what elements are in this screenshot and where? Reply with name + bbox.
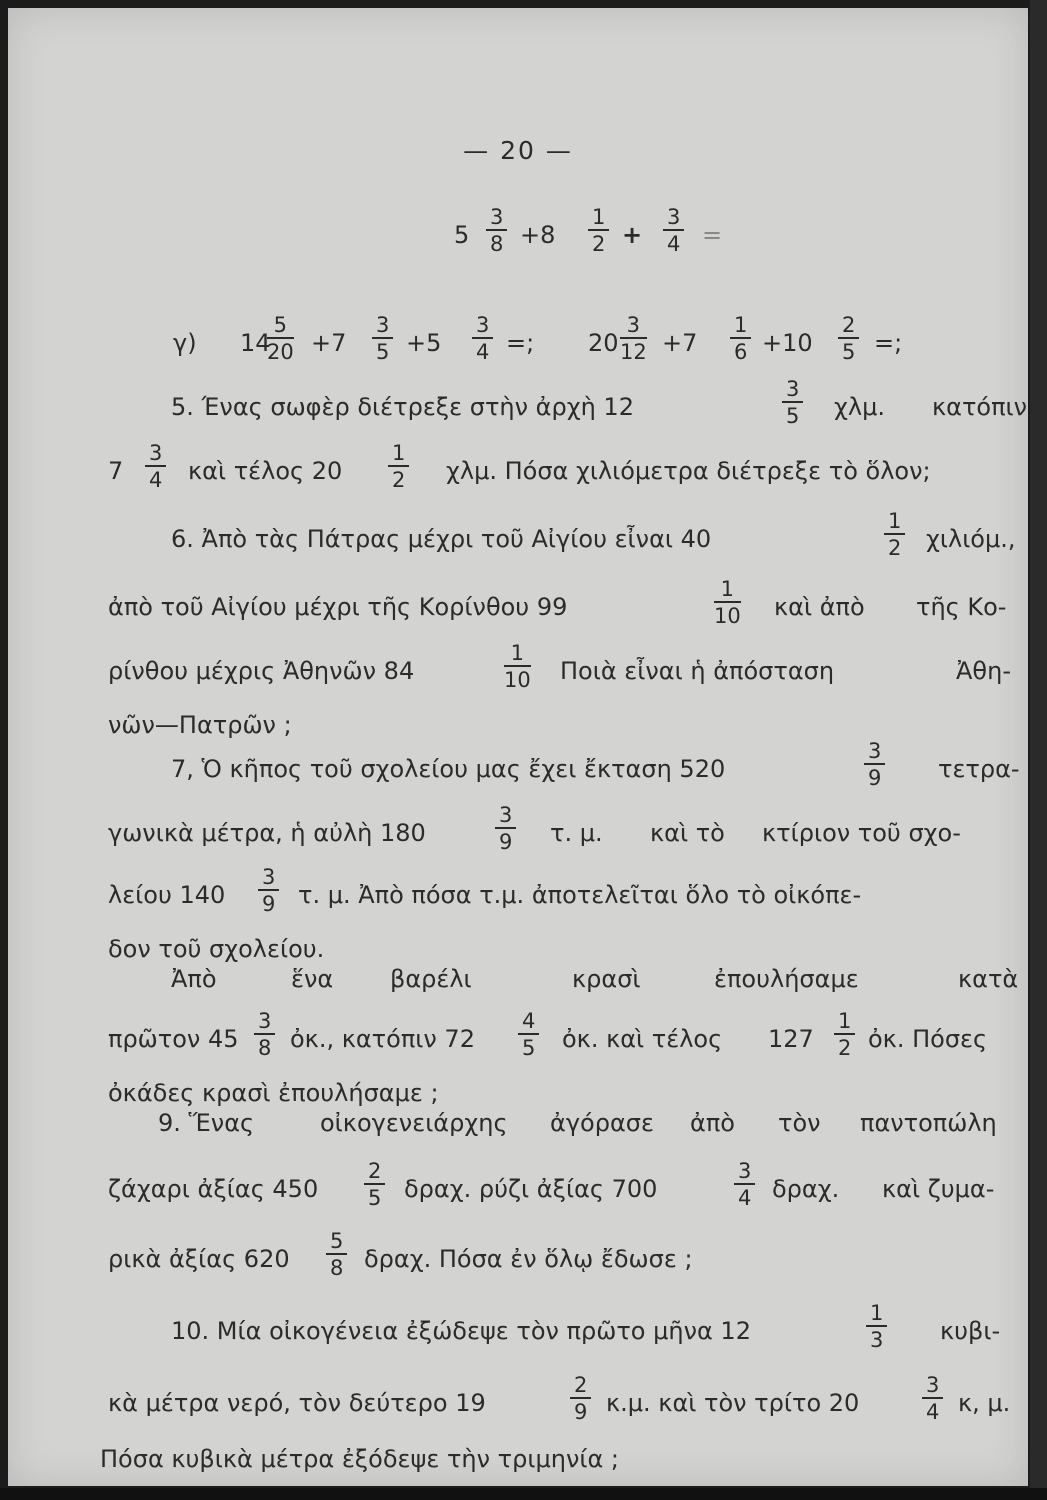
text: γωνικὰ μέτρα, ἡ αὐλὴ 180 <box>108 819 426 847</box>
word: οἰκογενειάρχης <box>320 1109 508 1137</box>
whole-number: 127 <box>768 1025 814 1053</box>
word: ἀγόρασε <box>550 1109 654 1137</box>
text: τ. μ. Ἀπὸ πόσα τ.μ. ἀποτελεῖται ὅλο τὸ οἰκόπε- <box>298 881 862 909</box>
text: ὀκάδες κρασὶ ἐπουλήσαμε ; <box>108 1079 439 1107</box>
text: Πόσα κυβικὰ μέτρα ἐξόδεψε τὴν τριμηνία ; <box>100 1445 619 1473</box>
word: ἕνα <box>291 965 334 993</box>
fraction: 3 9 <box>495 804 516 853</box>
equals-sign: =; <box>506 329 535 357</box>
fraction: 3 4 <box>145 442 166 491</box>
text: Ἀθη- <box>956 657 1011 685</box>
plus-term: +7 <box>311 329 347 357</box>
text: ὀκ., κατόπιν 72 <box>290 1025 475 1053</box>
whole-number: 20 <box>588 329 619 357</box>
text: 6. Ἀπὸ τὰς Πάτρας μέχρι τοῦ Αἰγίου εἶναι 40 <box>171 525 712 553</box>
word: κατὰ <box>958 965 1019 993</box>
text: ρικὰ ἀξίας 620 <box>108 1245 290 1273</box>
fraction: 1 3 <box>866 1302 887 1351</box>
fraction: 4 5 <box>518 1010 539 1059</box>
fraction: 5 20 <box>267 313 294 364</box>
text: κατόπιν <box>932 393 1028 421</box>
fraction: 3 4 <box>472 314 493 363</box>
text: 10. Μία οἰκογένεια ἐξώδεψε τὸν πρῶτο μῆνα 12 <box>171 1317 751 1345</box>
fraction: 3 12 <box>620 313 647 364</box>
word: κρασὶ <box>572 965 641 993</box>
text: δραχ. <box>772 1175 840 1203</box>
plus-term: +7 <box>662 329 698 357</box>
fraction: 1 2 <box>884 510 905 559</box>
text: ὀκ. Πόσες <box>868 1025 988 1053</box>
item-label: γ) <box>173 329 197 357</box>
equals-sign: = <box>702 221 723 249</box>
text: καὶ ζυμα- <box>882 1175 995 1203</box>
fraction: 3 5 <box>372 314 393 363</box>
fraction: 1 2 <box>588 206 609 255</box>
fraction: 3 9 <box>864 740 885 789</box>
fraction: 2 9 <box>570 1374 591 1423</box>
text: τῆς Κο- <box>916 593 1007 621</box>
plus-term: +8 <box>520 221 556 249</box>
fraction: 1 2 <box>388 442 409 491</box>
text: καὶ τέλος 20 <box>188 457 343 485</box>
page-number: — 20 — <box>463 136 573 165</box>
word: ἀπὸ <box>690 1109 735 1137</box>
text: Ποιὰ εἶναι ἡ ἀπόσταση <box>560 657 835 685</box>
whole-number: 14 <box>240 329 271 357</box>
word: τὸν <box>778 1109 821 1137</box>
text: τ. μ. <box>550 819 603 847</box>
book-page <box>8 8 1028 1486</box>
equals-sign: =; <box>874 329 903 357</box>
text: κὰ μέτρα νερό, τὸν δεύτερο 19 <box>108 1389 486 1417</box>
text: καὶ τὸ <box>650 819 725 847</box>
text: δραχ. Πόσα ἐν ὅλῳ ἔδωσε ; <box>364 1245 693 1273</box>
text: ρίνθου μέχρις Ἀθηνῶν 84 <box>108 657 415 685</box>
scan-right-edge <box>1030 0 1047 1500</box>
text: κτίριον τοῦ σχο- <box>762 819 961 847</box>
fraction: 1 10 <box>714 577 741 628</box>
text: τετρα- <box>938 755 1020 783</box>
whole-number: 7 <box>108 457 124 485</box>
word: 9. Ἕνας <box>158 1109 255 1137</box>
fraction: 3 4 <box>734 1160 755 1209</box>
fraction: 1 6 <box>730 314 751 363</box>
text: χλμ. Πόσα χιλιόμετρα διέτρεξε τὸ ὅλον; <box>446 457 931 485</box>
fraction: 2 5 <box>364 1160 385 1209</box>
text: 5. Ένας σωφὲρ διέτρεξε στὴν ἀρχὴ 12 <box>171 393 634 421</box>
text: πρῶτον 45 <box>108 1025 239 1053</box>
fraction: 3 4 <box>922 1374 943 1423</box>
fraction: 2 5 <box>838 314 859 363</box>
text: λείου 140 <box>108 881 226 909</box>
text: χλμ. <box>834 393 885 421</box>
text: δον τοῦ σχολείου. <box>108 935 325 963</box>
plus-sign: + <box>622 221 643 249</box>
fraction: 3 4 <box>663 206 684 255</box>
text: κ.μ. καὶ τὸν τρίτο 20 <box>606 1389 860 1417</box>
text: ζάχαρι ἀξίας 450 <box>108 1175 319 1203</box>
fraction: 3 9 <box>258 866 279 915</box>
text: 7, Ὁ κῆπος τοῦ σχολείου μας ἔχει ἔκταση 520 <box>171 755 726 783</box>
fraction: 3 8 <box>254 1010 275 1059</box>
text: ἀπὸ τοῦ Αἰγίου μέχρι τῆς Κορίνθου 99 <box>108 593 568 621</box>
fraction: 3 8 <box>486 206 507 255</box>
text: χιλιόμ., <box>926 525 1016 553</box>
word: βαρέλι <box>390 965 472 993</box>
text: κυβι- <box>940 1317 1001 1345</box>
text: νῶν—Πατρῶν ; <box>108 711 292 739</box>
plus-term: +5 <box>406 329 442 357</box>
plus-term: +10 <box>762 329 813 357</box>
text: καὶ ἀπὸ <box>774 593 865 621</box>
fraction: 5 8 <box>326 1230 347 1279</box>
word: ἐπουλήσαμε <box>714 965 859 993</box>
word: Ἀπὸ <box>171 965 217 993</box>
text: κ, μ. <box>958 1389 1011 1417</box>
whole-number: 5 <box>454 221 470 249</box>
text: δραχ. ρύζι ἀξίας 700 <box>404 1175 658 1203</box>
text: ὀκ. καὶ τέλος <box>562 1025 723 1053</box>
scan-bottom-edge <box>0 1488 1047 1500</box>
fraction: 1 10 <box>504 641 531 692</box>
word: παντοπώλη <box>860 1109 997 1137</box>
fraction: 1 2 <box>834 1010 855 1059</box>
fraction: 3 5 <box>782 378 803 427</box>
